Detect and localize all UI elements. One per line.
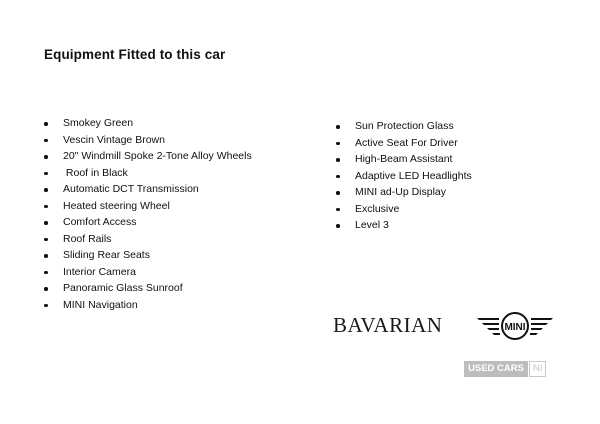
list-item: Vescin Vintage Brown xyxy=(43,132,252,149)
list-item: Exclusive xyxy=(335,201,472,218)
badge-main-label: USED CARS xyxy=(464,361,528,377)
list-item: 20" Windmill Spoke 2-Tone Alloy Wheels xyxy=(43,148,252,165)
equipment-list-right xyxy=(335,118,472,234)
list-item: Adaptive LED Headlights xyxy=(335,168,472,185)
logo-text: MINI xyxy=(504,322,526,333)
list-item: Automatic DCT Transmission xyxy=(43,181,252,198)
list-item: Roof Rails xyxy=(43,231,252,248)
dealer-name: BAVARIAN xyxy=(333,313,443,337)
list-item: Heated steering Wheel xyxy=(43,198,252,215)
list-item: Roof in Black xyxy=(43,165,252,182)
list-item: MINI ad-Up Display xyxy=(335,184,472,201)
list-item: Sliding Rear Seats xyxy=(43,247,252,264)
used-cars-badge xyxy=(464,361,546,377)
list-item: High-Beam Assistant xyxy=(335,151,472,168)
list-item: Smokey Green xyxy=(43,115,252,132)
list-item: Level 3 xyxy=(335,217,472,234)
list-item: Interior Camera xyxy=(43,264,252,281)
list-item: Comfort Access xyxy=(43,214,252,231)
mini-wings-logo xyxy=(477,311,553,341)
list-item: Active Seat For Driver xyxy=(335,135,472,152)
page-title: Equipment Fitted to this car xyxy=(44,47,226,62)
badge-region-label: NI xyxy=(529,361,547,377)
list-item: Sun Protection Glass xyxy=(335,118,472,135)
list-item: Panoramic Glass Sunroof xyxy=(43,280,252,297)
equipment-list-left xyxy=(43,115,252,313)
list-item: MINI Navigation xyxy=(43,297,252,314)
